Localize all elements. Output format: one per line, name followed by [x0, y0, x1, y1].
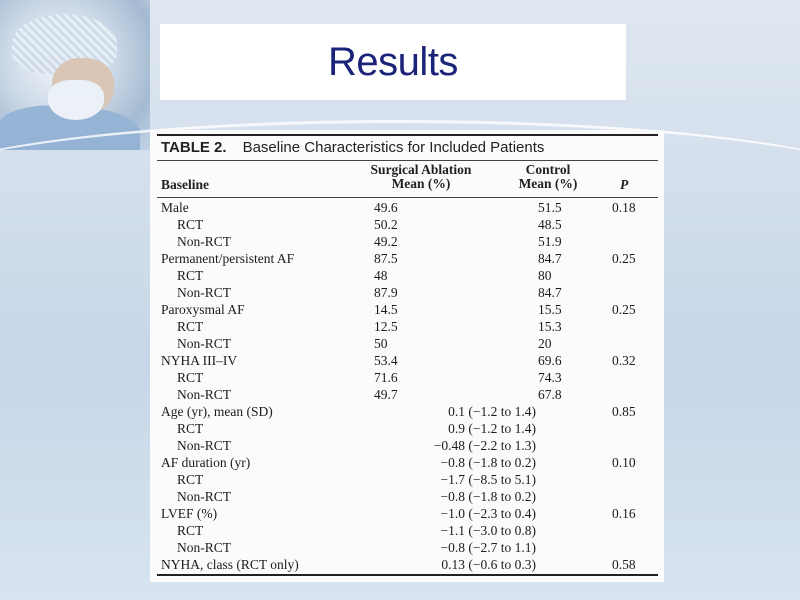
row-surgical-value: 87.5: [374, 251, 398, 266]
row-difference-value: −1.7 (−8.5 to 5.1): [440, 472, 536, 487]
table-row: [150, 352, 664, 369]
row-label: Age (yr), mean (SD): [161, 404, 273, 419]
row-p-value: 0.16: [612, 506, 636, 521]
row-label: RCT: [177, 217, 204, 232]
row-label: Paroxysmal AF: [161, 302, 245, 317]
header-surgical-line2: Mean (%): [391, 176, 451, 191]
header-surgical-ablation: [356, 163, 486, 191]
row-surgical-value: 49.2: [374, 234, 398, 249]
row-difference-value: 0.1 (−1.2 to 1.4): [448, 404, 536, 419]
row-surgical-value: 71.6: [374, 370, 398, 385]
table-row: [150, 369, 664, 386]
row-surgical-value: 50.2: [374, 217, 398, 232]
row-p-value: 0.32: [612, 353, 636, 368]
row-label: Non-RCT: [177, 438, 231, 453]
row-label: Non-RCT: [177, 540, 231, 555]
table-header-rule: [157, 197, 658, 198]
row-p-value: 0.25: [612, 302, 636, 317]
results-table: [150, 130, 664, 582]
table-row: [150, 216, 664, 233]
table-row: [150, 420, 664, 437]
table-caption: Baseline Characteristics for Included Patients: [242, 139, 545, 156]
row-control-value: 51.5: [538, 200, 562, 215]
row-control-value: 67.8: [538, 387, 562, 402]
row-label: Non-RCT: [177, 387, 231, 402]
row-control-value: 69.6: [538, 353, 562, 368]
table-row: [150, 505, 664, 522]
row-difference-value: −0.48 (−2.2 to 1.3): [433, 438, 536, 453]
row-p-value: 0.25: [612, 251, 636, 266]
table-row: [150, 454, 664, 471]
row-control-value: 84.7: [538, 251, 562, 266]
row-surgical-value: 87.9: [374, 285, 398, 300]
row-control-value: 15.5: [538, 302, 562, 317]
row-p-value: 0.58: [612, 557, 636, 572]
row-difference-value: −0.8 (−2.7 to 1.1): [440, 540, 536, 555]
row-control-value: 74.3: [538, 370, 562, 385]
row-difference-value: 0.13 (−0.6 to 0.3): [441, 557, 536, 572]
row-control-value: 51.9: [538, 234, 562, 249]
table-row: [150, 318, 664, 335]
table-row: [150, 267, 664, 284]
table-row: [150, 199, 664, 216]
table-bottom-rule: [157, 574, 658, 576]
header-control-line2: Mean (%): [518, 176, 578, 191]
row-difference-value: −0.8 (−1.8 to 0.2): [440, 455, 536, 470]
row-label: AF duration (yr): [161, 455, 251, 470]
table-row: [150, 539, 664, 556]
table-title-rule: [157, 160, 658, 161]
row-label: NYHA III–IV: [161, 353, 238, 368]
row-label: Non-RCT: [177, 489, 231, 504]
row-control-value: 84.7: [538, 285, 562, 300]
row-surgical-value: 49.6: [374, 200, 398, 215]
table-row: [150, 488, 664, 505]
table-row: [150, 403, 664, 420]
table-row: [150, 250, 664, 267]
row-label: Non-RCT: [177, 234, 231, 249]
row-surgical-value: 53.4: [374, 353, 398, 368]
table-top-rule: [157, 134, 658, 136]
surgeon-photo: [0, 0, 150, 150]
table-row: [150, 437, 664, 454]
row-surgical-value: 50: [374, 336, 388, 351]
row-label: Non-RCT: [177, 285, 231, 300]
table-row: [150, 284, 664, 301]
row-label: RCT: [177, 523, 204, 538]
row-label: RCT: [177, 319, 204, 334]
table-row: [150, 386, 664, 403]
row-difference-value: −1.0 (−2.3 to 0.4): [440, 506, 536, 521]
header-baseline: Baseline: [161, 177, 210, 192]
table-title: [161, 139, 544, 156]
table-body: [150, 199, 664, 573]
row-label: RCT: [177, 268, 204, 283]
slide-title-box: [160, 24, 626, 100]
row-surgical-value: 48: [374, 268, 388, 283]
surgical-mask: [48, 80, 104, 120]
row-label: LVEF (%): [161, 506, 218, 521]
row-difference-value: −1.1 (−3.0 to 0.8): [440, 523, 536, 538]
table-row: [150, 335, 664, 352]
row-label: NYHA, class (RCT only): [161, 557, 299, 572]
table-header: [150, 163, 664, 201]
row-surgical-value: 14.5: [374, 302, 398, 317]
table-row: [150, 556, 664, 573]
table-row: [150, 471, 664, 488]
row-label: Non-RCT: [177, 336, 231, 351]
table-row: [150, 301, 664, 318]
row-label: RCT: [177, 472, 204, 487]
header-p-value: P: [620, 177, 629, 192]
table-number: TABLE 2.: [161, 139, 227, 156]
row-label: Male: [161, 200, 189, 215]
row-label: RCT: [177, 421, 204, 436]
row-p-value: 0.85: [612, 404, 636, 419]
slide-title: Results: [328, 39, 458, 84]
row-p-value: 0.18: [612, 200, 636, 215]
row-difference-value: 0.9 (−1.2 to 1.4): [448, 421, 536, 436]
table-row: [150, 522, 664, 539]
header-surgical-line1: Surgical Ablation: [370, 162, 472, 177]
header-control: [510, 163, 586, 191]
header-control-line1: Control: [525, 162, 571, 177]
row-label: Permanent/persistent AF: [161, 251, 295, 266]
row-control-value: 20: [538, 336, 552, 351]
row-surgical-value: 49.7: [374, 387, 398, 402]
table-row: [150, 233, 664, 250]
row-difference-value: −0.8 (−1.8 to 0.2): [440, 489, 536, 504]
row-p-value: 0.10: [612, 455, 636, 470]
row-control-value: 80: [538, 268, 552, 283]
row-control-value: 48.5: [538, 217, 562, 232]
row-control-value: 15.3: [538, 319, 562, 334]
row-label: RCT: [177, 370, 204, 385]
row-surgical-value: 12.5: [374, 319, 398, 334]
